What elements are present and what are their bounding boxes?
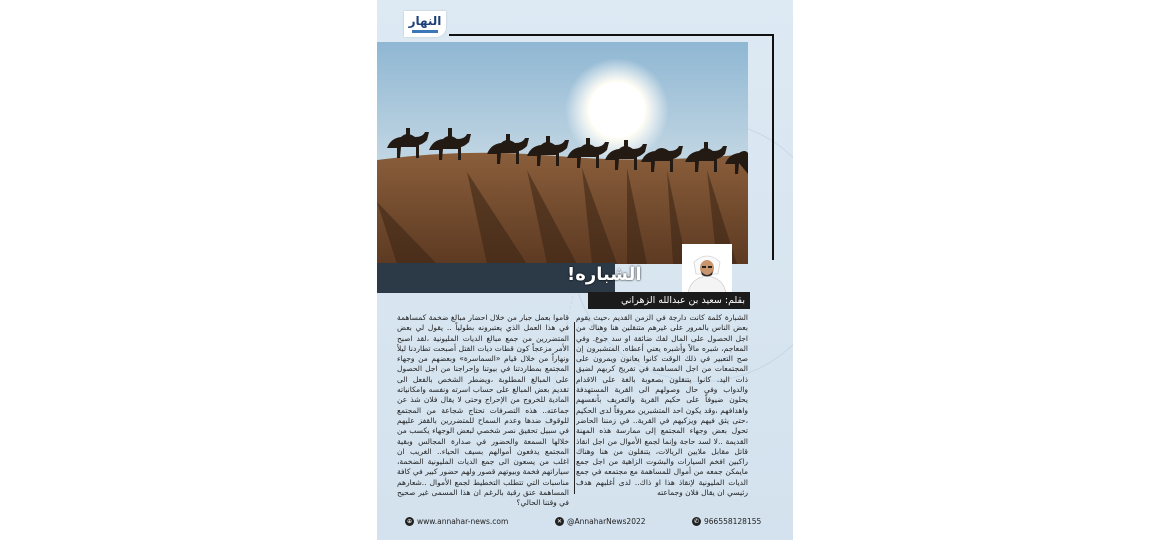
camel-caravan-photo bbox=[377, 42, 748, 264]
author-portrait bbox=[682, 244, 732, 294]
whatsapp-number: 966558128155 bbox=[704, 517, 762, 526]
column-divider bbox=[574, 322, 575, 494]
article-column-left: قاموا بعمل جبار من خلال احضار مبالغ ضخمة كمساهمة في هذا العمل الذي يعتبرونه بطولياً .. يقول لي بعض المتضررين من جمع مبالغ الديات المليونية ،لقد اصبح الأمر مزعجاً كون قطات ديات القتل أصبحت تطاردنا ليلاً ونهاراً من خلال قيام «السماسرة» وبعضهم من وجهاء المجتمع بمطاردتنا في بيوتنا وإحراجنا من اجل الحصول على المبالغ المطلوبة ،ويضطر الشخص بالفعل الى تقديم بعض المبالغ على حساب اسرته ونفسه وامكانياته المادية للخروج من الإحراج وحتى لا يقال فلان شذ عن جماعته.. هذه التصرفات تحتاج شجاعة من المجتمع للوقوف ضدها وعدم السماح للمتضررين بالقفز عليهم في سبيل تحقيق نصر شخصي لبعض الوجهاء يكسب من خلالها السمعة والحضور في صدارة المجالس وبقية المجتمع يدفعون أموالهم بسيف الحياء.. الغريب ان اغلب من يسعون الى جمع الديات المليونية الضخمة، سياراتهم فخمة وبيوتهم قصور ولهم حضور كبير في كافة مناسبات التي تتطلب التخطيط لجمع الأموال ..شعارهم المساهمة عتق رقبة بالرغم ان هذا المسمى غير صحيح في وقتنا الحالي؟ bbox=[397, 313, 569, 508]
article-title: الشباره! bbox=[567, 264, 642, 285]
footer-whatsapp[interactable] bbox=[692, 517, 761, 526]
footer-social[interactable] bbox=[555, 517, 646, 526]
author-byline: بقلم: سعيد بن عبدالله الزهراني bbox=[621, 295, 745, 306]
article-column-right: الشبارة كلمة كانت دارجة في الزمن القديم ،حيث يقوم بعض الناس بالمرور على غيرهم متنقلين هنا وهناك من اجل الحصول على المال لفك ضائقة او سد جوع. وفي المعاجم، شبره مالاً وأشبره يعني أعطاه. المتشبرون إن صح التعبير في ذلك الوقت كانوا يعانون ويمرون على المجتمعات من اجل المساهمة في تفريج كربهم لضيق ذات اليد. كانوا يتنقلون بصعوبة بالغة على الاقدام والدواب وفي حال وصولهم الى القرية المستهدفة يحلون ضيوفاً على حكيم القرية والتعريف بأنفسهم واهدافهم ،وقد يكون احد المتشبرين معروفاً لدى الحكيم ،حتى يثق فيهم ويزكيهم في القرية.. في زمننا الحاضر تحول بعض وجهاء المجتمع إلى ممارسة هذه المهنة القديمة ..لا لسد حاجة وإنما لجمع الأموال من اجل انقاذ قاتل مقابل ملايين الريالات، يتنقلون من هنا وهناك راكبين افخم السيارات والبشوت الزاهية من اجل جمع مايمكن جمعه من أموال للمساهمة مع مجتمعه في جمع الديات المليونية لإنقاذ هذا او ذاك.. لدى أغلبهم هدف رئيسي ان يقال فلان وجماعته bbox=[576, 313, 748, 498]
footer-website[interactable] bbox=[405, 517, 508, 526]
magazine-page bbox=[377, 0, 793, 540]
page-footer bbox=[377, 515, 793, 531]
globe-icon: ⊕ bbox=[406, 518, 413, 525]
website-text: www.annahar-news.com bbox=[417, 517, 509, 526]
x-icon: ✕ bbox=[556, 518, 563, 525]
whatsapp-icon: ✆ bbox=[693, 518, 700, 525]
logo-text: النهار bbox=[408, 14, 442, 28]
brand-logo[interactable] bbox=[404, 11, 446, 37]
social-handle: @AnnaharNews2022 bbox=[567, 517, 646, 526]
